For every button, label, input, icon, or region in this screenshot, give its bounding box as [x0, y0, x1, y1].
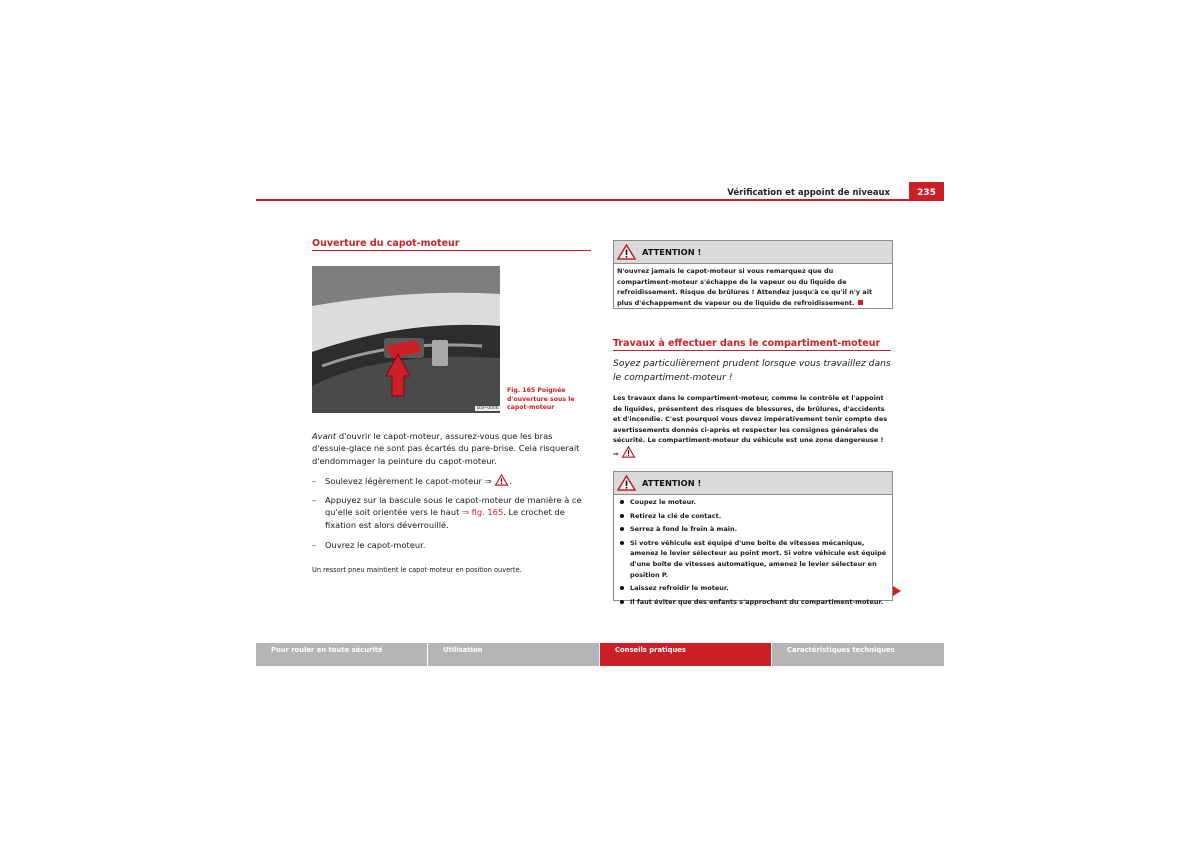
step-text: Soulevez légèrement le capot-moteur ⇒	[325, 476, 495, 486]
intro-text: d'ouvrir le capot-moteur, assurez-vous que les bras d'essuie-glace ne sont pas écartés du pare-brise. Cela risquerait d'endommager la peinture du capot-moteur.	[312, 431, 580, 466]
warning-triangle-icon	[621, 446, 636, 458]
end-marker	[858, 300, 863, 305]
hood-release-illustration	[312, 266, 500, 413]
warning-box-checklist	[613, 471, 893, 606]
intro-emphasis: Avant	[312, 431, 337, 441]
section-heading-engine-bay: Travaux à effectuer dans le compartiment-moteur	[613, 338, 881, 349]
footer-tab-safety[interactable]: Pour rouler en toute sécurité	[256, 643, 427, 666]
figure-code: B5P-0006	[477, 406, 499, 411]
figure-reference-link[interactable]: ⇒ fig. 165	[462, 507, 504, 518]
warning-body: N'ouvrez jamais le capot-moteur si vous remarquez que du compartiment-moteur s'échappe de la vapeur ou du liquide de refroidissement. Risque de brûlures ! Attendez jusqu'à ce qu'il n'y ait plus d'échappement de vapeur ou de liquide de refroidissement.	[617, 267, 873, 307]
list-item: Si votre véhicule est équipé d'une boîte de vitesses mécanique, amenez le levier sélecteur au point mort. Si votre véhicule est équipé d'une boîte de vitesses automatique, amenez le levier sélecteur en position P.	[617, 538, 889, 580]
step-2	[312, 494, 587, 531]
list-item: Retirez la clé de contact.	[617, 511, 889, 522]
section-heading-hood: Ouverture du capot-moteur	[312, 238, 460, 249]
header-rule	[256, 199, 944, 201]
footer-tab-technical-specs[interactable]: Caractéristiques techniques	[772, 643, 944, 666]
step-3	[312, 539, 592, 551]
warning-title: ATTENTION !	[642, 247, 702, 257]
warning-box-steam	[613, 240, 893, 309]
step-dash: –	[312, 495, 317, 505]
step-text: Ouvrez le capot-moteur.	[325, 540, 426, 550]
page-number: 235	[909, 182, 944, 201]
list-item: Coupez le moteur.	[617, 497, 889, 508]
warning-text	[614, 264, 892, 308]
step-text-before: Appuyez sur la bascule sous le capot-moteur de manière à ce qu'elle soit orientée vers le haut	[325, 495, 582, 518]
hood-release-figure	[312, 266, 500, 413]
warning-triangle-icon	[617, 244, 636, 260]
spring-note: Un ressort pneu maintient le capot-moteur en position ouverte.	[312, 566, 522, 574]
lead-text: Soyez particulièrement prudent lorsque vous travaillez dans le compartiment-moteur !	[613, 358, 891, 383]
figure-caption: Fig. 165 Poignée d'ouverture sous le capot-moteur	[507, 387, 575, 411]
warning-title: ATTENTION !	[642, 478, 702, 488]
footer-tab-usage[interactable]: Utilisation	[428, 643, 599, 666]
step-dash: –	[312, 540, 317, 550]
step-text-after: . Le crochet de fixation est alors déverrouillé.	[325, 507, 565, 530]
warning-header	[614, 241, 892, 264]
step-dash: –	[312, 476, 317, 486]
list-item: Laissez refroidir le moteur.	[617, 583, 889, 594]
list-item: Serrez à fond le frein à main.	[617, 524, 889, 535]
chapter-title: Vérification et appoint de niveaux	[727, 188, 890, 198]
intro-paragraph	[312, 430, 592, 467]
engine-bay-paragraph	[613, 393, 893, 460]
warning-list	[614, 495, 892, 607]
continue-arrow-icon	[893, 586, 901, 596]
warning-header	[614, 472, 892, 495]
section-rule	[312, 250, 591, 251]
step-suffix: .	[509, 476, 512, 486]
paragraph-arrow: ⇒	[613, 449, 619, 458]
step-1	[312, 474, 592, 487]
warning-triangle-icon	[494, 474, 509, 486]
warning-triangle-icon	[617, 475, 636, 491]
footer-tab-practical-tips[interactable]: Conseils pratiques	[600, 643, 771, 666]
section-rule	[613, 350, 891, 351]
paragraph-text: Les travaux dans le compartiment-moteur, comme le contrôle et l'appoint de liquides, présentent des risques de blessures, de brûlures, d'accidents et d'incendie. C'est pourquoi vous devez impérativement tenir compte des avertissements donnés ci-après et respecter les consignes générales de sécurité. Le compartiment-moteur du véhicule est une zone dangereuse !	[613, 394, 888, 445]
list-item: Il faut éviter que des enfants s'approchent du compartiment-moteur.	[617, 597, 889, 608]
